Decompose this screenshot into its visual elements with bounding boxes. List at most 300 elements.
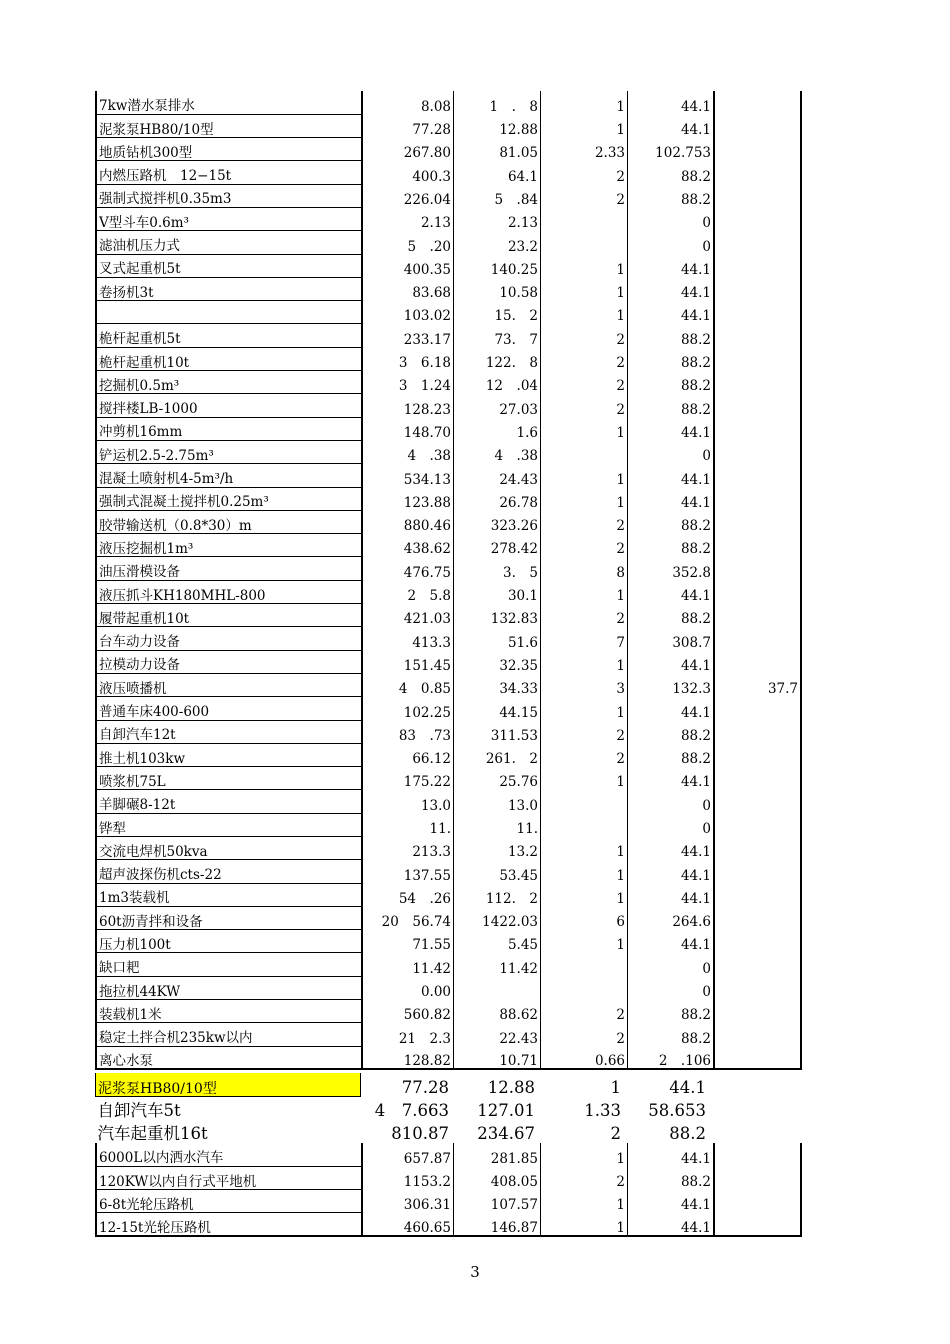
value-4-cell: 88.2 — [669, 1124, 706, 1143]
equipment-name-cell: 内燃压路机 12−15t — [96, 161, 362, 184]
table-row — [96, 1023, 801, 1046]
value-2-cell: 23.2 — [454, 231, 541, 254]
value-1-cell: 880.46 — [362, 510, 454, 533]
equipment-name-cell: 普通车床400-600 — [96, 697, 362, 720]
value-1-cell: 438.62 — [362, 534, 454, 557]
equipment-name-cell: 台车动力设备 — [96, 627, 362, 650]
value-5-cell — [714, 440, 801, 463]
value-5-cell — [714, 324, 801, 347]
table-row — [96, 184, 801, 207]
table-row — [96, 231, 801, 254]
value-2-cell: 1 . 8 — [454, 91, 541, 114]
equipment-name-cell: 离心水泵 — [96, 1046, 362, 1069]
value-5-cell — [714, 534, 801, 557]
table-row — [96, 627, 801, 650]
table-row — [96, 534, 801, 557]
value-2-cell: 88.62 — [454, 1000, 541, 1023]
value-4-cell: 44.1 — [628, 1143, 715, 1166]
value-4-cell: 44.1 — [628, 464, 715, 487]
value-4-cell: 308.7 — [628, 627, 715, 650]
value-3-cell — [541, 231, 628, 254]
equipment-name-cell: 桅杆起重机5t — [96, 324, 362, 347]
value-3-cell: 1 — [541, 1143, 628, 1166]
value-3-cell: 1 — [610, 1077, 621, 1097]
value-1-cell: 102.25 — [362, 697, 454, 720]
value-5-cell — [714, 837, 801, 860]
value-5-cell — [714, 557, 801, 580]
value-4-cell: 88.2 — [628, 161, 715, 184]
value-5-cell — [714, 906, 801, 929]
value-3-cell: 2 — [541, 1166, 628, 1189]
value-1-cell: 226.04 — [362, 184, 454, 207]
value-1-cell: 123.88 — [362, 487, 454, 510]
value-1-cell: 21 2.3 — [362, 1023, 454, 1046]
equipment-name-cell: 搅拌楼LB-1000 — [96, 394, 362, 417]
value-1-cell: 233.17 — [362, 324, 454, 347]
value-3-cell: 1 — [541, 301, 628, 324]
value-3-cell: 8 — [541, 557, 628, 580]
value-2-cell: 4 .38 — [454, 440, 541, 463]
equipment-name-cell: 拖拉机44KW — [96, 976, 362, 999]
value-2-cell: 44.15 — [454, 697, 541, 720]
value-2-cell: 234.67 — [477, 1124, 535, 1143]
equipment-name-cell: 铲运机2.5-2.75m³ — [96, 440, 362, 463]
equipment-name-cell: 装载机1米 — [96, 1000, 362, 1023]
equipment-name-cell: 液压喷播机 — [96, 673, 362, 696]
value-2-cell: 10.71 — [454, 1046, 541, 1069]
value-2-cell: 408.05 — [454, 1166, 541, 1189]
table-row — [96, 440, 801, 463]
table-row — [96, 1166, 801, 1189]
value-5-cell — [708, 1120, 793, 1143]
value-1-cell: 5 .20 — [362, 231, 454, 254]
value-2-cell: 3. 5 — [454, 557, 541, 580]
equipment-name-cell: 推土机103kw — [96, 743, 362, 766]
table-row — [96, 464, 801, 487]
value-1-cell: 1153.2 — [362, 1166, 454, 1189]
value-5-cell — [714, 347, 801, 370]
value-4-cell: 44.1 — [628, 114, 715, 137]
table-row — [96, 510, 801, 533]
value-5-cell — [714, 464, 801, 487]
value-1-cell: 128.82 — [362, 1046, 454, 1069]
value-4-cell: 88.2 — [628, 534, 715, 557]
value-1-cell: 4 7.663 — [374, 1101, 449, 1120]
value-4-cell: 44.1 — [628, 417, 715, 440]
value-3-cell: 1 — [541, 91, 628, 114]
value-5-cell — [714, 1213, 801, 1236]
value-1-cell: 421.03 — [362, 604, 454, 627]
value-4-cell: 132.3 — [628, 673, 715, 696]
value-1-cell: 175.22 — [362, 767, 454, 790]
value-5-cell — [714, 697, 801, 720]
value-5-cell — [714, 790, 801, 813]
value-1-cell: 267.80 — [362, 138, 454, 161]
value-4-cell: 88.2 — [628, 324, 715, 347]
value-2-cell: 5.45 — [454, 930, 541, 953]
value-5-cell — [714, 510, 801, 533]
value-3-cell: 1 — [541, 254, 628, 277]
value-5-cell — [708, 1073, 793, 1096]
equipment-name-cell: 缺口耙 — [96, 953, 362, 976]
value-3-cell: 1 — [541, 767, 628, 790]
value-4-cell: 44.1 — [628, 301, 715, 324]
value-4-cell: 44.1 — [628, 91, 715, 114]
value-4-cell: 88.2 — [628, 604, 715, 627]
value-2-cell: 10.58 — [454, 277, 541, 300]
equipment-name-cell: 拉模动力设备 — [96, 650, 362, 673]
value-5-cell — [714, 254, 801, 277]
table-row — [96, 673, 801, 696]
equipment-name-cell: 60t沥青拌和设备 — [96, 906, 362, 929]
value-1-cell: 77.28 — [362, 114, 454, 137]
value-4-cell: 44.1 — [628, 580, 715, 603]
value-3-cell: 1 — [541, 837, 628, 860]
value-3-cell: 2 — [541, 743, 628, 766]
value-4-cell: 44.1 — [628, 883, 715, 906]
equipment-name-cell: 稳定土拌合机235kw以内 — [96, 1023, 362, 1046]
value-5-cell — [714, 1190, 801, 1213]
equipment-name-cell: 12-15t光轮压路机 — [96, 1213, 362, 1236]
equipment-name-cell: 卷扬机3t — [96, 277, 362, 300]
value-1-cell: 810.87 — [391, 1124, 449, 1143]
value-1-cell: 77.28 — [401, 1077, 449, 1097]
value-5-cell — [714, 813, 801, 836]
value-1-cell: 54 .26 — [362, 883, 454, 906]
value-1-cell: 8.08 — [362, 91, 454, 114]
equipment-name-cell: 强制式混凝土搅拌机0.25m³ — [96, 487, 362, 510]
value-2-cell: 323.26 — [454, 510, 541, 533]
value-2-cell: 281.85 — [454, 1143, 541, 1166]
table-row — [96, 906, 801, 929]
table-row — [96, 743, 801, 766]
table-row — [96, 324, 801, 347]
value-1-cell: 103.02 — [362, 301, 454, 324]
equipment-name-cell: 1m3装载机 — [96, 883, 362, 906]
value-5-cell — [714, 883, 801, 906]
table-row — [96, 1213, 801, 1236]
value-5-cell — [714, 627, 801, 650]
table-row — [96, 580, 801, 603]
value-1-cell: 560.82 — [362, 1000, 454, 1023]
equipment-name-cell: 自卸汽车12t — [96, 720, 362, 743]
value-3-cell: 1 — [541, 697, 628, 720]
value-3-cell: 2 — [541, 1000, 628, 1023]
value-3-cell: 2 — [541, 1023, 628, 1046]
value-2-cell: 27.03 — [454, 394, 541, 417]
value-3-cell: 2 — [541, 161, 628, 184]
table-row — [96, 114, 801, 137]
value-1-cell: 151.45 — [362, 650, 454, 673]
value-5-cell — [714, 1166, 801, 1189]
value-3-cell — [541, 953, 628, 976]
value-5-cell — [714, 976, 801, 999]
value-4-cell: 88.2 — [628, 184, 715, 207]
value-3-cell: 1 — [541, 277, 628, 300]
equipment-table-top — [95, 91, 802, 1070]
value-4-cell: 88.2 — [628, 371, 715, 394]
value-1-cell: 0.00 — [362, 976, 454, 999]
value-1-cell: 306.31 — [362, 1190, 454, 1213]
value-1-cell: 213.3 — [362, 837, 454, 860]
value-5-cell — [714, 371, 801, 394]
value-3-cell: 1 — [541, 883, 628, 906]
value-1-cell: 534.13 — [362, 464, 454, 487]
value-4-cell: 0 — [628, 813, 715, 836]
table-row — [96, 1073, 794, 1096]
value-5-cell — [714, 767, 801, 790]
value-3-cell: 2 — [541, 347, 628, 370]
value-5-cell — [714, 930, 801, 953]
equipment-name-cell: 挖掘机0.5m³ — [96, 371, 362, 394]
value-5-cell — [714, 650, 801, 673]
value-2-cell: 26.78 — [454, 487, 541, 510]
value-5-cell — [714, 417, 801, 440]
value-3-cell: 1 — [541, 930, 628, 953]
table-row — [96, 1143, 801, 1166]
table-row — [96, 207, 801, 230]
value-5-cell — [714, 114, 801, 137]
value-1-cell: 20 56.74 — [362, 906, 454, 929]
value-2-cell: 12 .04 — [454, 371, 541, 394]
equipment-name-cell: 喷浆机75L — [96, 767, 362, 790]
value-3-cell: 2 — [541, 184, 628, 207]
value-2-cell: 132.83 — [454, 604, 541, 627]
value-2-cell: 81.05 — [454, 138, 541, 161]
value-1-cell: 71.55 — [362, 930, 454, 953]
value-3-cell: 2 — [541, 534, 628, 557]
value-4-cell: 88.2 — [628, 394, 715, 417]
value-3-cell: 1 — [541, 580, 628, 603]
equipment-name-cell: 7kw潜水泵排水 — [96, 91, 362, 114]
table-row — [96, 138, 801, 161]
equipment-name-cell: 汽车起重机16t — [97, 1124, 208, 1143]
value-1-cell: 13.0 — [362, 790, 454, 813]
equipment-name-cell: 地质钻机300型 — [96, 138, 362, 161]
value-4-cell: 44.1 — [628, 697, 715, 720]
equipment-name-cell: 液压抓斗KH180MHL-800 — [96, 580, 362, 603]
value-3-cell: 1.33 — [584, 1101, 621, 1120]
table-row — [96, 1120, 794, 1143]
value-1-cell: 11. — [362, 813, 454, 836]
value-4-cell: 44.1 — [628, 487, 715, 510]
value-1-cell: 3 1.24 — [362, 371, 454, 394]
table-row — [96, 976, 801, 999]
value-5-cell — [714, 487, 801, 510]
value-5-cell — [714, 91, 801, 114]
value-4-cell: 102.753 — [628, 138, 715, 161]
value-1-cell: 460.65 — [362, 1213, 454, 1236]
table-row — [96, 417, 801, 440]
table-row — [96, 767, 801, 790]
value-3-cell: 3 — [541, 673, 628, 696]
value-4-cell: 88.2 — [628, 1023, 715, 1046]
value-5-cell — [714, 860, 801, 883]
value-5-cell — [714, 1046, 801, 1069]
value-3-cell — [541, 440, 628, 463]
equipment-name-cell: 油压滑模设备 — [96, 557, 362, 580]
table-row — [96, 277, 801, 300]
table-row — [96, 930, 801, 953]
value-2-cell: 34.33 — [454, 673, 541, 696]
value-3-cell: 2 — [610, 1124, 621, 1143]
value-4-cell: 44.1 — [628, 837, 715, 860]
value-4-cell: 44.1 — [628, 1213, 715, 1236]
value-2-cell: 13.2 — [454, 837, 541, 860]
value-2-cell: 261. 2 — [454, 743, 541, 766]
value-3-cell: 2 — [541, 604, 628, 627]
value-1-cell: 400.3 — [362, 161, 454, 184]
value-1-cell: 137.55 — [362, 860, 454, 883]
value-2-cell: 2.13 — [454, 207, 541, 230]
equipment-name-cell: 泥浆泵HB80/10型 — [96, 1073, 361, 1096]
value-3-cell: 2 — [541, 394, 628, 417]
value-4-cell: 88.2 — [628, 1166, 715, 1189]
value-3-cell: 2 — [541, 371, 628, 394]
value-4-cell: 0 — [628, 207, 715, 230]
value-1-cell: 3 6.18 — [362, 347, 454, 370]
equipment-name-cell: 羊脚碾8-12t — [96, 790, 362, 813]
value-2-cell: 1.6 — [454, 417, 541, 440]
value-4-cell: 58.653 — [648, 1101, 706, 1120]
equipment-name-cell: 桅杆起重机10t — [96, 347, 362, 370]
value-5-cell — [714, 1143, 801, 1166]
equipment-name-cell: 冲剪机16mm — [96, 417, 362, 440]
value-2-cell: 15. 2 — [454, 301, 541, 324]
value-1-cell: 2.13 — [362, 207, 454, 230]
value-3-cell — [541, 813, 628, 836]
value-2-cell: 53.45 — [454, 860, 541, 883]
equipment-name-cell: 自卸汽车5t — [97, 1101, 181, 1120]
value-3-cell: 6 — [541, 906, 628, 929]
value-5-cell — [714, 138, 801, 161]
table-row — [96, 371, 801, 394]
value-3-cell: 2 — [541, 324, 628, 347]
value-5-cell — [714, 1000, 801, 1023]
value-3-cell: 1 — [541, 860, 628, 883]
value-4-cell: 44.1 — [628, 254, 715, 277]
value-4-cell: 44.1 — [628, 930, 715, 953]
value-4-cell: 264.6 — [628, 906, 715, 929]
value-5-cell: 37.7 — [714, 673, 801, 696]
value-2-cell: 22.43 — [454, 1023, 541, 1046]
table-row — [96, 1000, 801, 1023]
table-row — [96, 813, 801, 836]
value-3-cell: 0.66 — [541, 1046, 628, 1069]
value-2-cell: 13.0 — [454, 790, 541, 813]
table-row — [96, 720, 801, 743]
value-3-cell: 2.33 — [541, 138, 628, 161]
value-5-cell — [714, 207, 801, 230]
value-2-cell: 107.57 — [454, 1190, 541, 1213]
equipment-name-cell: 120KW以内自行式平地机 — [96, 1166, 362, 1189]
value-2-cell: 122. 8 — [454, 347, 541, 370]
table-row — [96, 161, 801, 184]
value-1-cell: 413.3 — [362, 627, 454, 650]
value-5-cell — [714, 580, 801, 603]
value-5-cell — [714, 604, 801, 627]
value-2-cell: 1422.03 — [454, 906, 541, 929]
value-4-cell: 0 — [628, 976, 715, 999]
table-row — [96, 1190, 801, 1213]
equipment-name-cell: 6-8t光轮压路机 — [96, 1190, 362, 1213]
value-3-cell — [541, 976, 628, 999]
value-2-cell: 25.76 — [454, 767, 541, 790]
table-row — [96, 394, 801, 417]
value-4-cell: 0 — [628, 953, 715, 976]
value-2-cell: 146.87 — [454, 1213, 541, 1236]
value-2-cell: 64.1 — [454, 161, 541, 184]
table-row — [96, 883, 801, 906]
value-2-cell — [454, 976, 541, 999]
value-3-cell: 2 — [541, 720, 628, 743]
equipment-name-cell: 混凝土喷射机4-5m³/h — [96, 464, 362, 487]
value-1-cell: 66.12 — [362, 743, 454, 766]
value-1-cell: 4 .38 — [362, 440, 454, 463]
page-number: 3 — [470, 1263, 480, 1281]
value-4-cell: 0 — [628, 790, 715, 813]
table-row — [96, 301, 801, 324]
equipment-table-bottom — [95, 1143, 802, 1237]
value-3-cell: 1 — [541, 650, 628, 673]
value-3-cell: 1 — [541, 464, 628, 487]
table-row — [96, 254, 801, 277]
value-5-cell — [714, 184, 801, 207]
value-5-cell — [714, 301, 801, 324]
value-4-cell: 2 .106 — [628, 1046, 715, 1069]
equipment-name-cell: 强制式搅拌机0.35m3 — [96, 184, 362, 207]
value-1-cell: 83 .73 — [362, 720, 454, 743]
value-2-cell: 12.88 — [487, 1077, 535, 1097]
value-3-cell: 1 — [541, 487, 628, 510]
equipment-name-cell: 铧犁 — [96, 813, 362, 836]
value-5-cell — [714, 1023, 801, 1046]
value-4-cell: 88.2 — [628, 743, 715, 766]
value-2-cell: 24.43 — [454, 464, 541, 487]
value-3-cell — [541, 790, 628, 813]
value-4-cell: 0 — [628, 231, 715, 254]
equipment-name-cell: 胶带输送机（0.8*30）m — [96, 510, 362, 533]
table-row — [96, 790, 801, 813]
value-3-cell: 1 — [541, 1213, 628, 1236]
value-5-cell — [714, 394, 801, 417]
table-row — [96, 557, 801, 580]
value-1-cell: 128.23 — [362, 394, 454, 417]
value-1-cell: 400.35 — [362, 254, 454, 277]
equipment-name-cell: 交流电焊机50kva — [96, 837, 362, 860]
table-row — [96, 953, 801, 976]
table-row — [96, 860, 801, 883]
value-5-cell — [714, 161, 801, 184]
value-5-cell — [714, 720, 801, 743]
table-row — [96, 697, 801, 720]
value-4-cell: 88.2 — [628, 510, 715, 533]
equipment-name-cell: 履带起重机10t — [96, 604, 362, 627]
value-4-cell: 44.1 — [628, 650, 715, 673]
equipment-name-cell: 超声波探伤机cts-22 — [96, 860, 362, 883]
value-4-cell: 44.1 — [669, 1077, 706, 1097]
value-5-cell — [714, 231, 801, 254]
table-row — [96, 487, 801, 510]
value-5-cell — [714, 277, 801, 300]
value-2-cell: 12.88 — [454, 114, 541, 137]
value-4-cell: 44.1 — [628, 1190, 715, 1213]
value-2-cell: 5 .84 — [454, 184, 541, 207]
value-1-cell: 2 5.8 — [362, 580, 454, 603]
value-5-cell — [714, 743, 801, 766]
value-3-cell: 7 — [541, 627, 628, 650]
value-1-cell: 657.87 — [362, 1143, 454, 1166]
